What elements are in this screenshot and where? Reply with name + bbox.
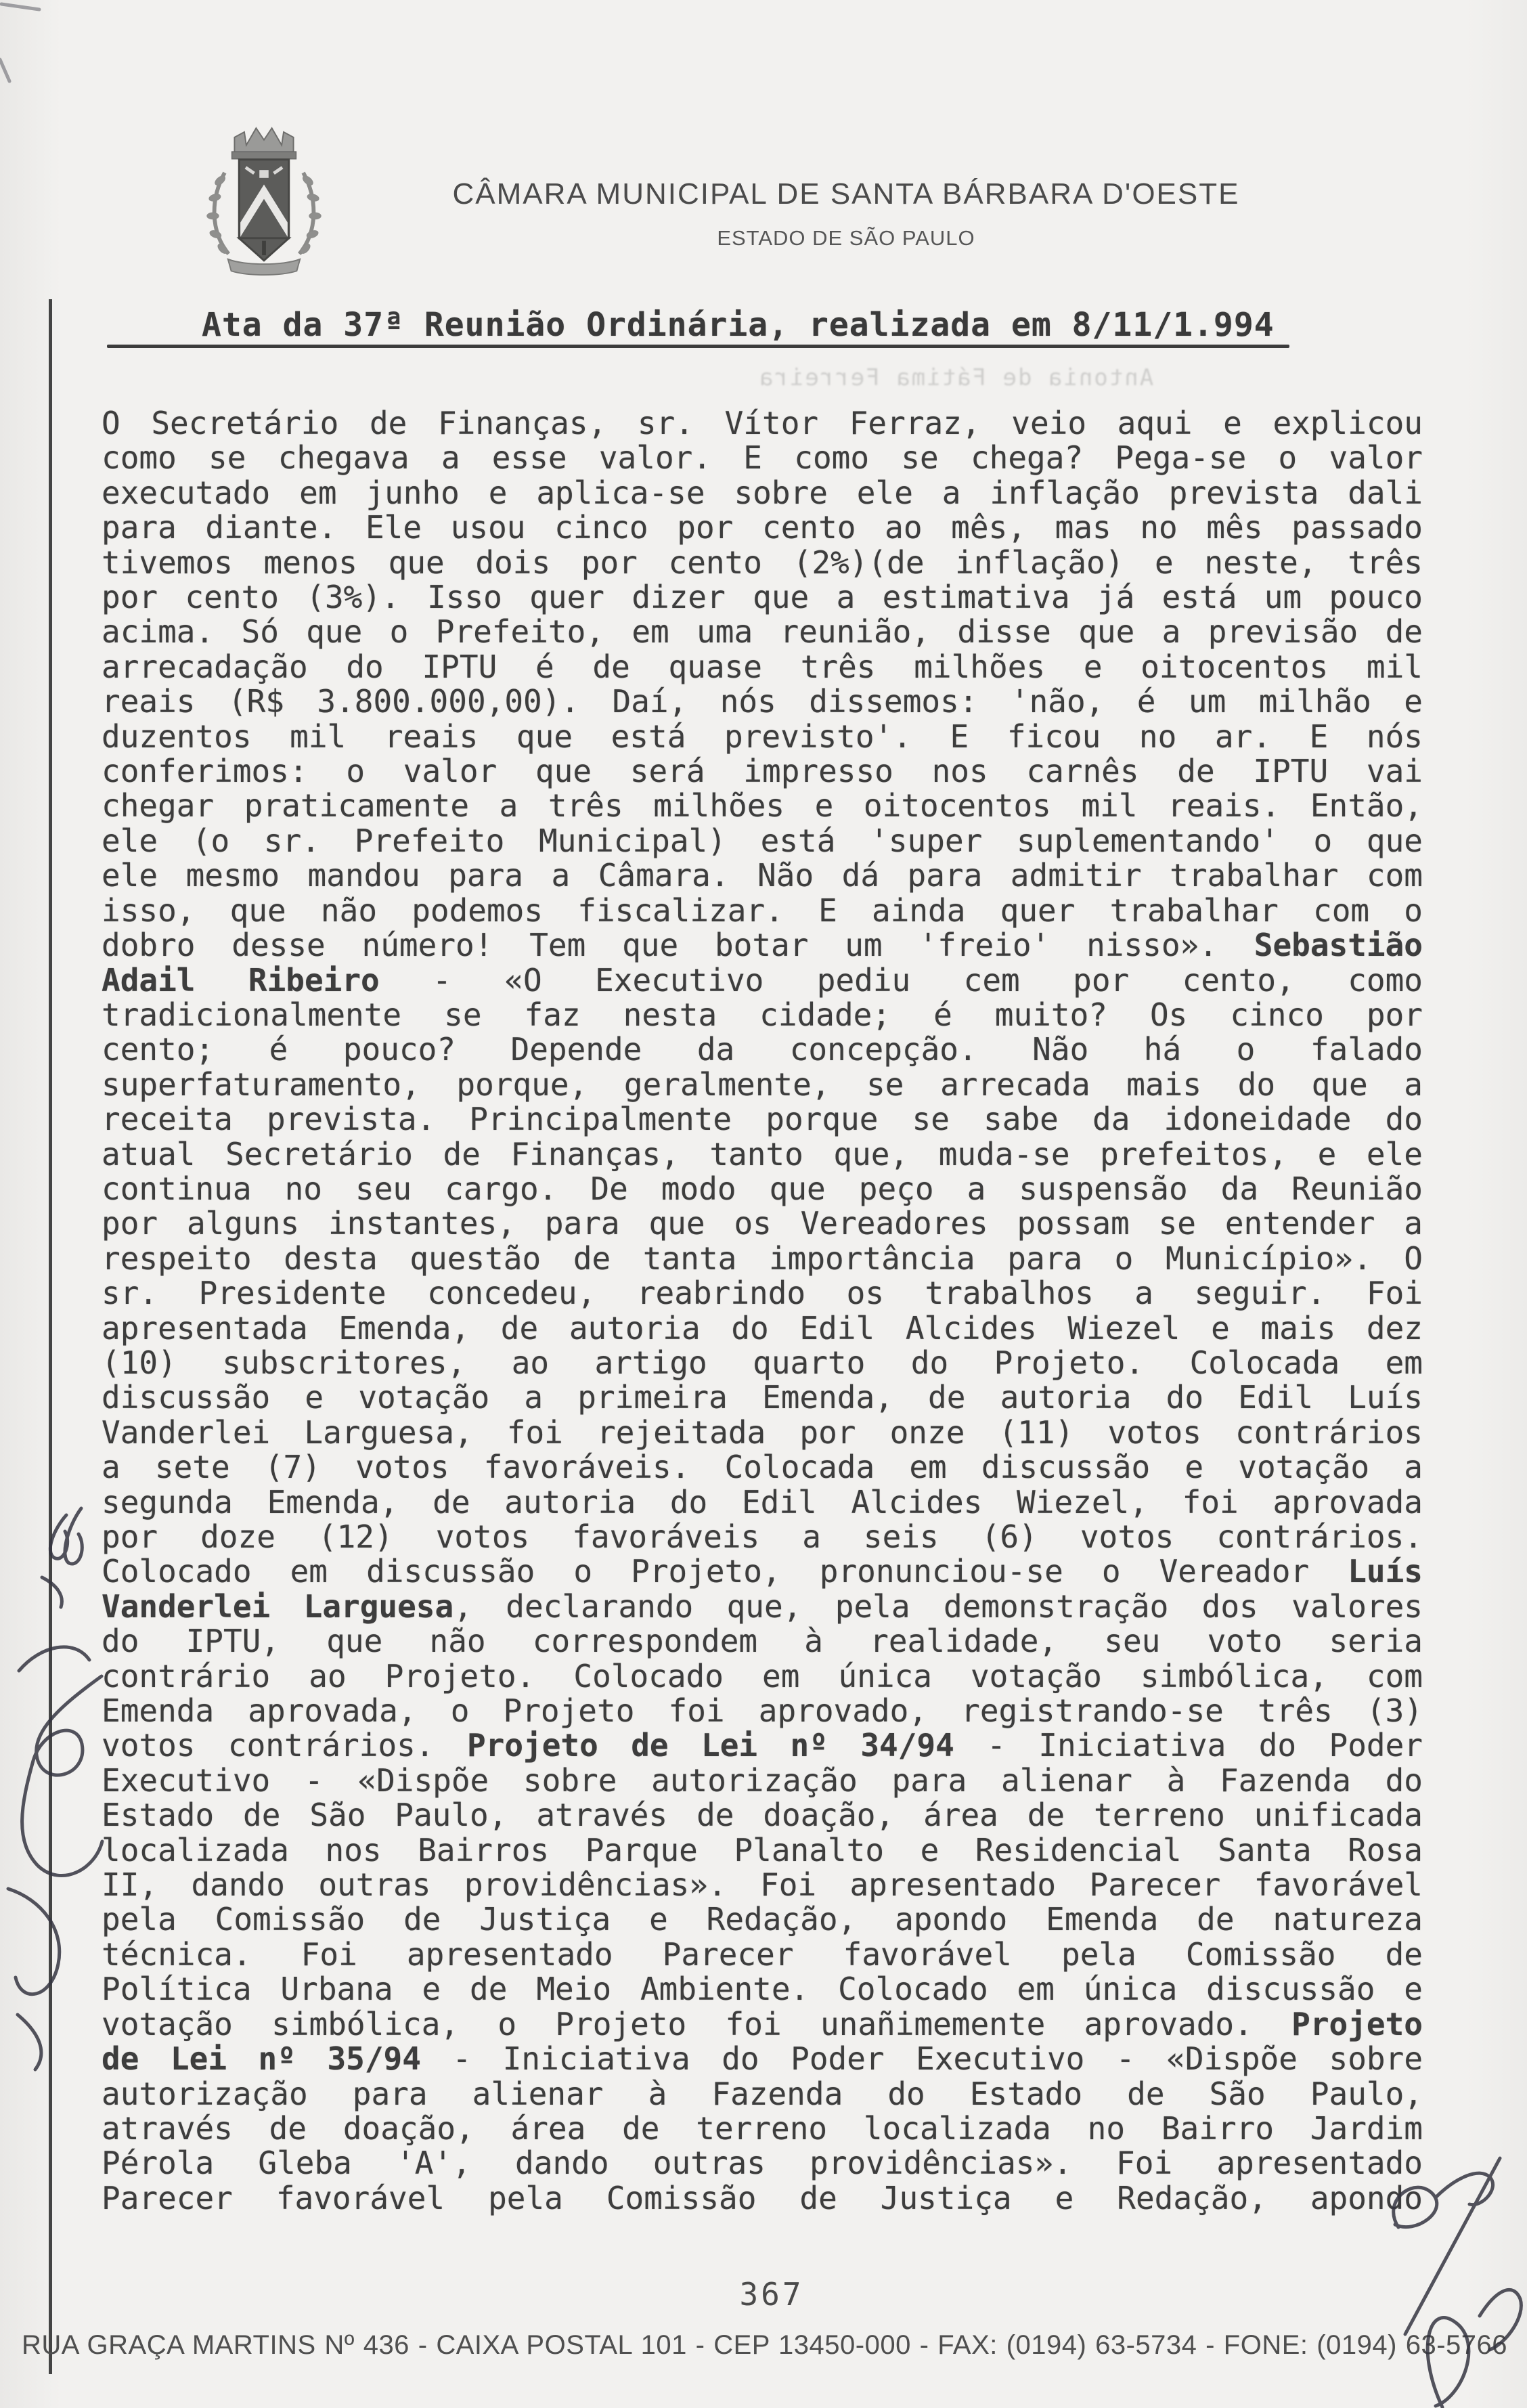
document-line: reais (R$ 3.800.000,00). Daí, nós dissemos: 'não, é um milhão e [102,683,1423,720]
document-line: Política Urbana e de Meio Ambiente. Colocado em única discussão e [102,1971,1423,2008]
document-line: por alguns instantes, para que os Vereadores possam se entender a [102,1205,1423,1242]
document-line: contrário ao Projeto. Colocado em única votação simbólica, com [102,1657,1423,1694]
document-line: continua no seu cargo. De modo que peço a suspensão da Reunião [102,1170,1423,1207]
document-line: Estado de São Paulo, através de doação, área de terreno unificada [102,1797,1423,1834]
document-line: a sete (7) votos favoráveis. Colocada em discussão e votação a [102,1449,1423,1486]
municipal-coat-of-arms-icon [198,112,330,276]
document-line: Emenda aprovada, o Projeto foi aprovado, registrando-se três (3) [102,1692,1423,1730]
document-line: Colocado em discussão o Projeto, pronunciou-se o Vereador Luís [102,1553,1423,1590]
document-line: Executivo - «Dispõe sobre autorização para alienar à Fazenda do [102,1761,1423,1799]
document-line: Pérola Gleba 'A', dando outras providências». Foi apresentado [102,2145,1423,2182]
document-line: (10) subscritores, ao artigo quarto do Projeto. Colocada em [102,1344,1423,1381]
document-line: cento; é pouco? Depende da concepção. Não há o falado [102,1031,1423,1068]
footer-address: RUA GRAÇA MARTINS Nº 436 - CAIXA POSTAL 101 - CEP 13450-000 - FAX: (0194) 63-5734 - FONE: (0194) 63-5766 [22,2330,1507,2360]
document-line: chegar praticamente a três milhões e oitocentos mil reais. Então, [102,787,1423,825]
document-line: II, dando outras providências». Foi apresentado Parecer favorável [102,1866,1423,1904]
document-line: votos contrários. Projeto de Lei nº 34/94 - Iniciativa do Poder [102,1727,1423,1764]
document-line: atual Secretário de Finanças, tanto que, muda-se prefeitos, e ele [102,1135,1423,1173]
document-line: respeito desta questão de tanta importância para o Município». O [102,1240,1423,1277]
scan-border-line [49,299,52,2374]
document-line: por cento (3%). Isso quer dizer que a estimativa já está um pouco [102,579,1423,616]
document-line: Vanderlei Larguesa, foi rejeitada por onze (11) votos contrários [102,1414,1423,1451]
document-line: receita prevista. Principalmente porque se sabe da idoneidade do [102,1101,1423,1138]
document-line: superfaturamento, porque, geralmente, se arrecada mais do que a [102,1066,1423,1103]
mural-crown [232,128,296,158]
document-line: O Secretário de Finanças, sr. Vítor Ferraz, veio aqui e explicou [102,405,1423,441]
document-line: pela Comissão de Justiça e Redação, apondo Emenda de natureza [102,1901,1423,1938]
document-line: através de doação, área de terreno localizada no Bairro Jardim [102,2109,1423,2147]
bleed-through-text: Antonia de Fátima Ferreira [758,364,1154,391]
document-line: discussão e votação a primeira Emenda, de autoria do Edil Luís [102,1379,1423,1416]
document-line: técnica. Foi apresentado Parecer favorável pela Comissão de [102,1935,1423,1973]
organization-subtitle: ESTADO DE SÃO PAULO [717,226,975,250]
document-line: por doze (12) votos favoráveis a seis (6) votos contrários. [102,1518,1423,1555]
document-line: para diante. Ele usou cinco por cento ao mês, mas no mês passado [102,509,1423,546]
document-line: como se chegava a esse valor. E como se chega? Pega-se o valor [102,439,1423,477]
document-line: localizada nos Bairros Parque Planalto e Residencial Santa Rosa [102,1831,1423,1868]
shield [239,160,289,261]
margin-flourish [19,1647,102,1876]
document-line: apresentada Emenda, de autoria do Edil Alcides Wiezel e mais dez [102,1309,1423,1347]
corner-scratch [0,4,39,81]
document-body [102,406,1423,2216]
document-line: ele (o sr. Prefeito Municipal) está 'super suplementando' o que [102,822,1423,859]
document-line: Vanderlei Larguesa, declarando que, pela demonstração dos valores [102,1588,1423,1625]
document-line: segunda Emenda, de autoria do Edil Alcides Wiezel, foi aprovada [102,1483,1423,1520]
document-title: Ata da 37ª Reunião Ordinária, realizada em 8/11/1.994 [202,306,1275,344]
document-line: Adail Ribeiro - «O Executivo pediu cem por cento, como [102,961,1423,999]
document-line: dobro desse número! Tem que botar um 'freio' nisso». Sebastião [102,927,1423,964]
document-line: autorização para alienar à Fazenda do Estado de São Paulo, [102,2075,1423,2112]
letterhead [426,177,1266,250]
title-underline [107,345,1289,348]
document-line: ele mesmo mandou para a Câmara. Não dá para admitir trabalhar com [102,857,1423,894]
document-line: executado em junho e aplica-se sobre ele a inflação prevista dali [102,474,1423,511]
document-line: tradicionalmente se faz nesta cidade; é muito? Os cinco por [102,996,1423,1033]
page-number: 367 [739,2276,804,2313]
document-line: sr. Presidente concedeu, reabrindo os trabalhos a seguir. Foi [102,1275,1423,1312]
document-line: tivemos menos que dois por cento (2%)(de inflação) e neste, três [102,544,1423,581]
document-line: acima. Só que o Prefeito, em uma reunião, disse que a previsão de [102,613,1423,651]
margin-scribble [42,1508,82,1607]
document-line: conferimos: o valor que será impresso nos carnês de IPTU vai [102,753,1423,790]
document-line: Parecer favorável pela Comissão de Justiça e Redação, apondo [102,2179,1423,2216]
document-line: arrecadação do IPTU é de quase três milhões e oitocentos mil [102,648,1423,685]
document-line: votação simbólica, o Projeto foi unañimemente aprovado. Projeto [102,2005,1423,2042]
organization-name: CÂMARA MUNICIPAL DE SANTA BÁRBARA D'OESTE [452,177,1240,211]
document-line: de Lei nº 35/94 - Iniciativa do Poder Executivo - «Dispõe sobre [102,2040,1423,2078]
document-line: do IPTU, que não correspondem à realidade, seu voto seria [102,1623,1423,1660]
document-line: isso, que não podemos fiscalizar. E ainda quer trabalhar com o [102,892,1423,929]
document-line: duzentos mil reais que está previsto'. E ficou no ar. E nós [102,718,1423,755]
